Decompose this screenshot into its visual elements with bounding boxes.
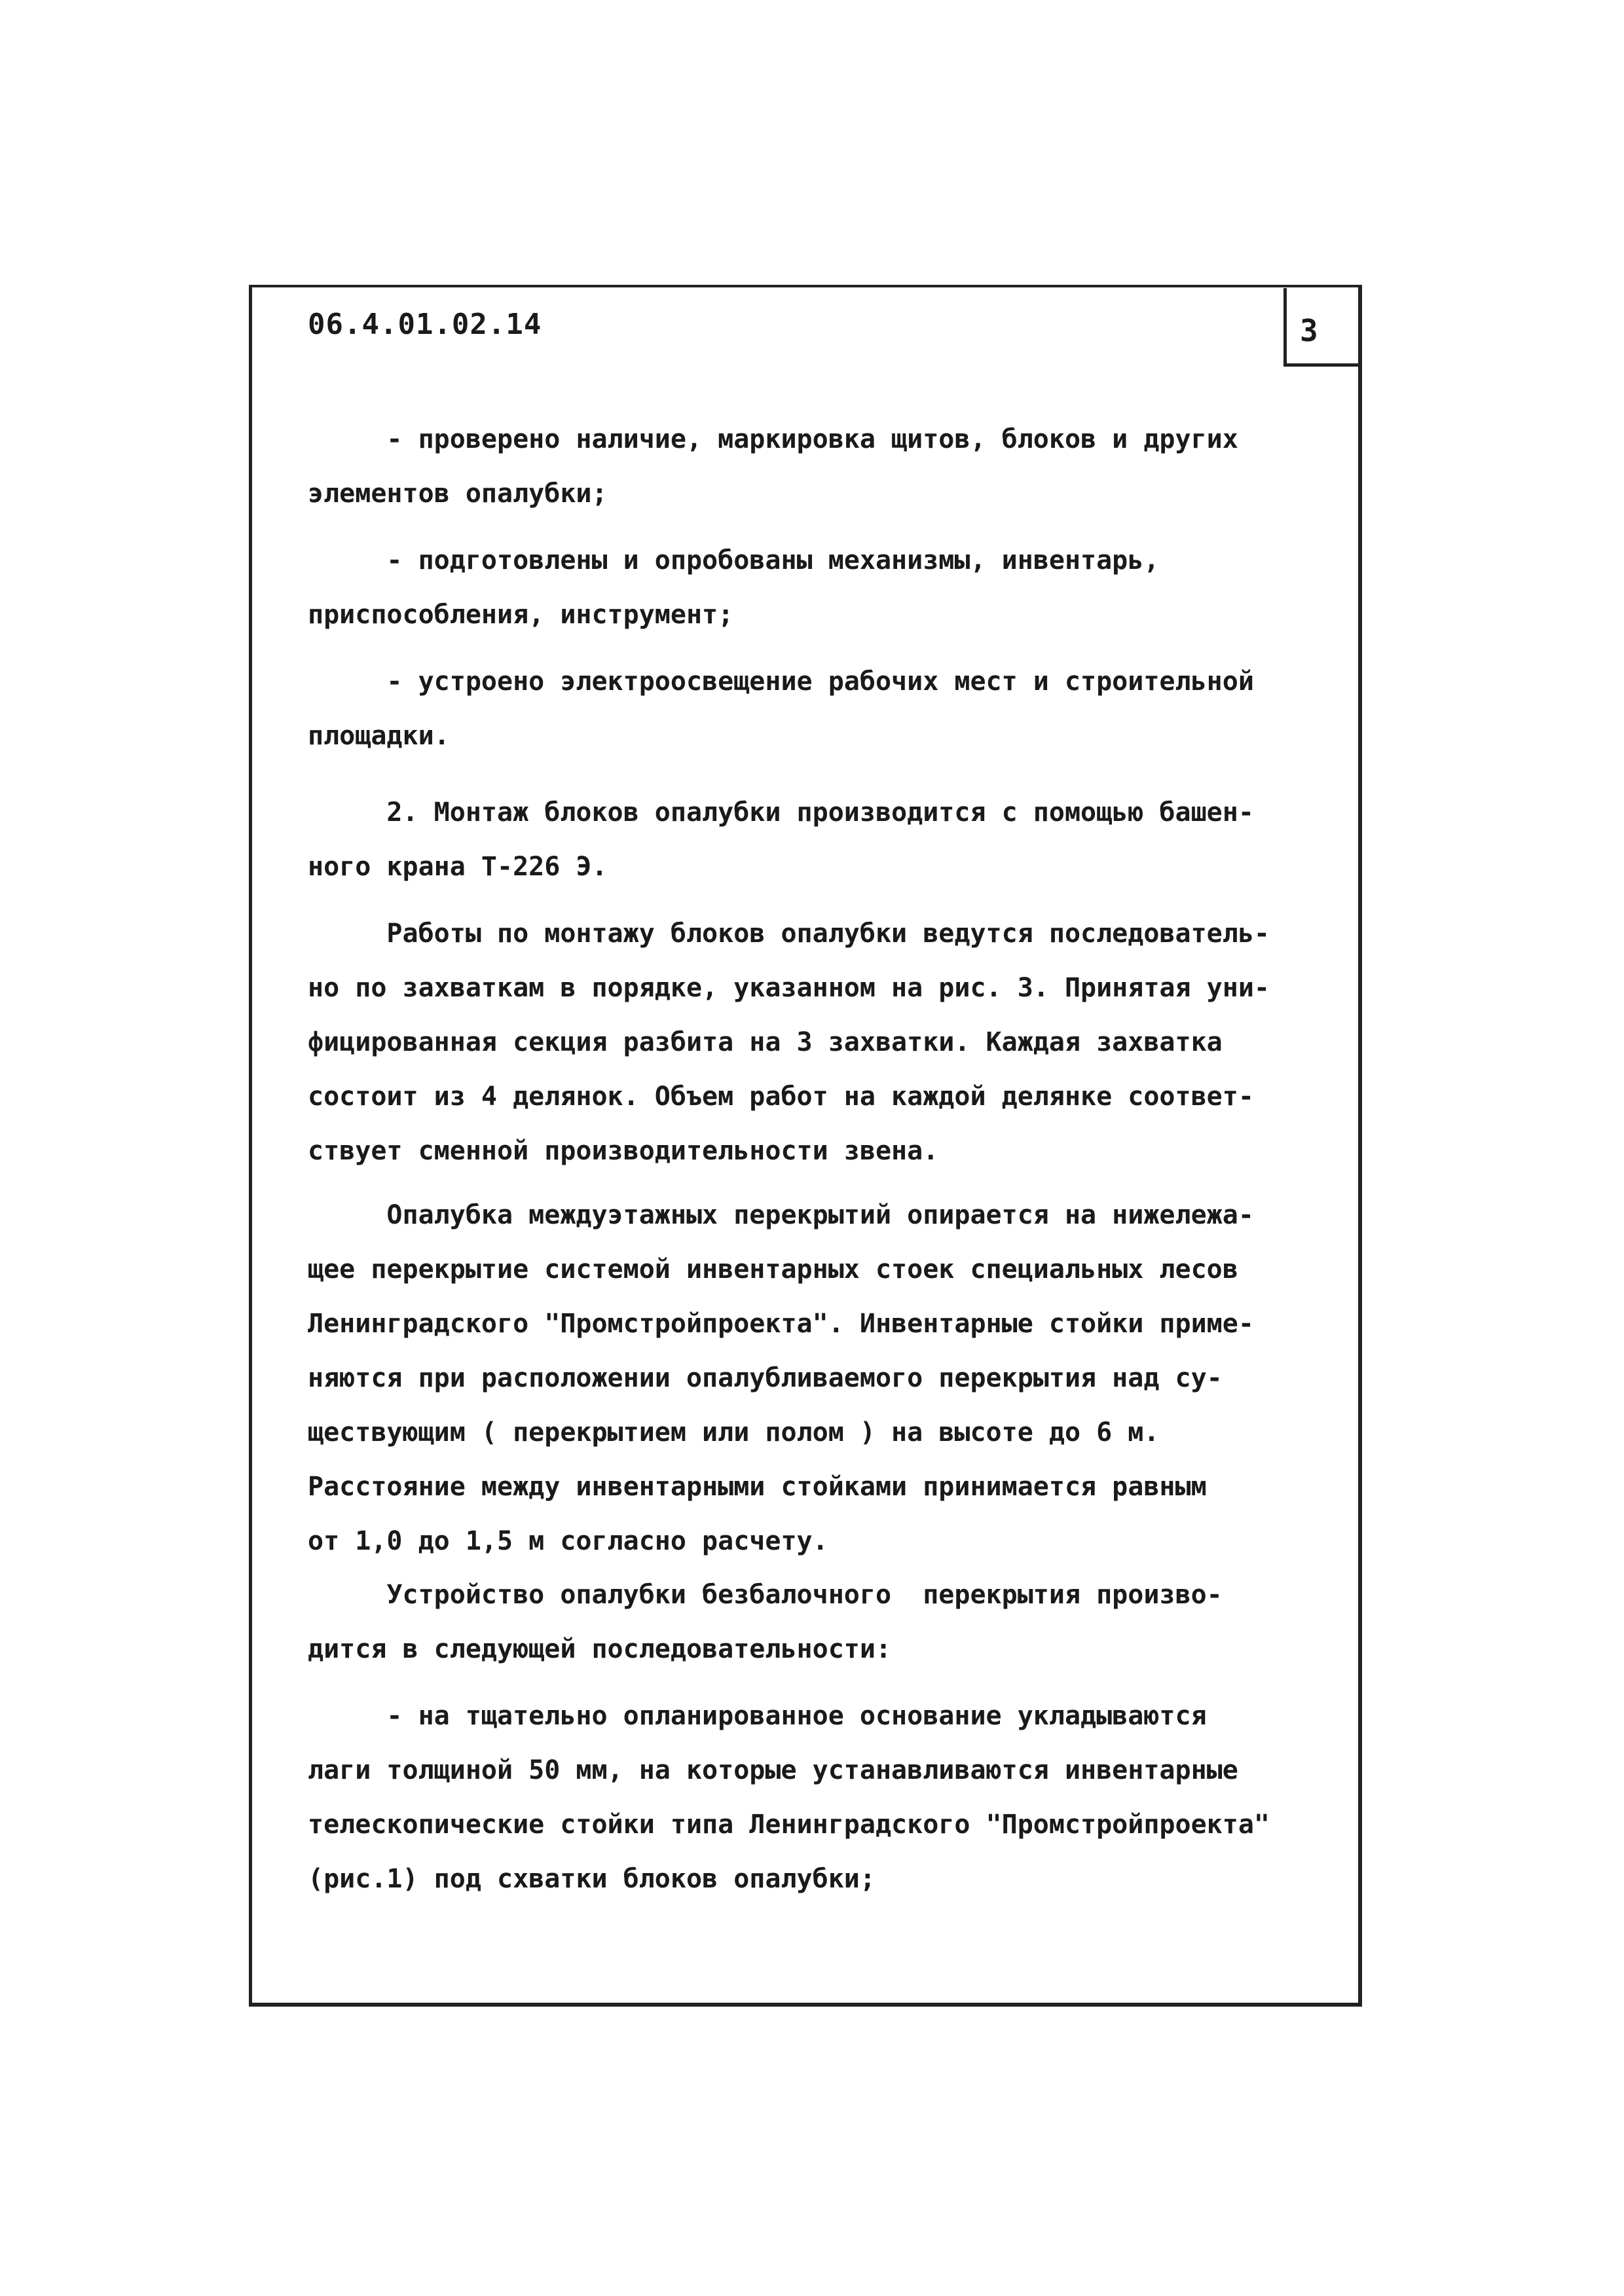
text-line: телескопические стойки типа Ленинградского "Промстройпроекта" (308, 1810, 1270, 1840)
text-line: - на тщательно опланированное основание укладываются (308, 1701, 1207, 1731)
text-line: - подготовлены и опробованы механизмы, инвентарь, (308, 545, 1160, 575)
text-line: ного крана Т-226 Э. (308, 852, 608, 882)
page-number-box (1283, 288, 1362, 367)
text-line: (рис.1) под схватки блоков опалубки; (308, 1864, 876, 1894)
body-block-7 (308, 1568, 1336, 1677)
body-block-8 (308, 1689, 1336, 1906)
text-line: Устройство опалубки безбалочного перекрытия произво- (308, 1580, 1223, 1610)
text-line: площадки. (308, 721, 450, 751)
text-line: лаги толщиной 50 мм, на которые устанавливаются инвентарные (308, 1755, 1238, 1785)
text-line: Работы по монтажу блоков опалубки ведутся последователь- (308, 919, 1270, 949)
text-line: дится в следующей последовательности: (308, 1634, 892, 1664)
body-block-6 (308, 1188, 1336, 1569)
text-line: щее перекрытие системой инвентарных стоек специальных лесов (308, 1254, 1238, 1285)
text-line: но по захваткам в порядке, указанном на рис. 3. Принятая уни- (308, 973, 1270, 1003)
text-line: фицированная секция разбита на 3 захватки. Каждая захватка (308, 1027, 1223, 1057)
text-line: от 1,0 до 1,5 м согласно расчету. (308, 1526, 828, 1556)
text-line: - проверено наличие, маркировка щитов, блоков и других (308, 424, 1238, 454)
body-block-4 (308, 786, 1336, 894)
body-block-1 (308, 412, 1336, 521)
text-line: 2. Монтаж блоков опалубки производится с помощью башен- (308, 797, 1254, 828)
text-line: приспособления, инструмент; (308, 600, 734, 630)
body-block-2 (308, 534, 1336, 642)
text-line: Ленинградского "Промстройпроекта". Инвентарные стойки приме- (308, 1309, 1254, 1339)
text-line: ществующим ( перекрытием или полом ) на высоте до 6 м. (308, 1417, 1160, 1448)
text-line: ствует сменной производительности звена. (308, 1136, 939, 1166)
page-number: 3 (1300, 313, 1318, 348)
text-line: состоит из 4 делянок. Объем работ на каждой делянке соответ- (308, 1082, 1254, 1112)
text-line: няются при расположении опалубливаемого перекрытия над су- (308, 1363, 1223, 1393)
text-line: Опалубка междуэтажных перекрытий опирается на нижележа- (308, 1200, 1254, 1230)
text-line: - устроено электроосвещение рабочих мест и строительной (308, 666, 1254, 697)
document-code: 06.4.01.02.14 (308, 308, 542, 341)
body-block-5 (308, 907, 1336, 1178)
text-line: Расстояние между инвентарными стойками принимается равным (308, 1472, 1207, 1502)
text-line: элементов опалубки; (308, 479, 608, 509)
body-block-3 (308, 655, 1336, 763)
